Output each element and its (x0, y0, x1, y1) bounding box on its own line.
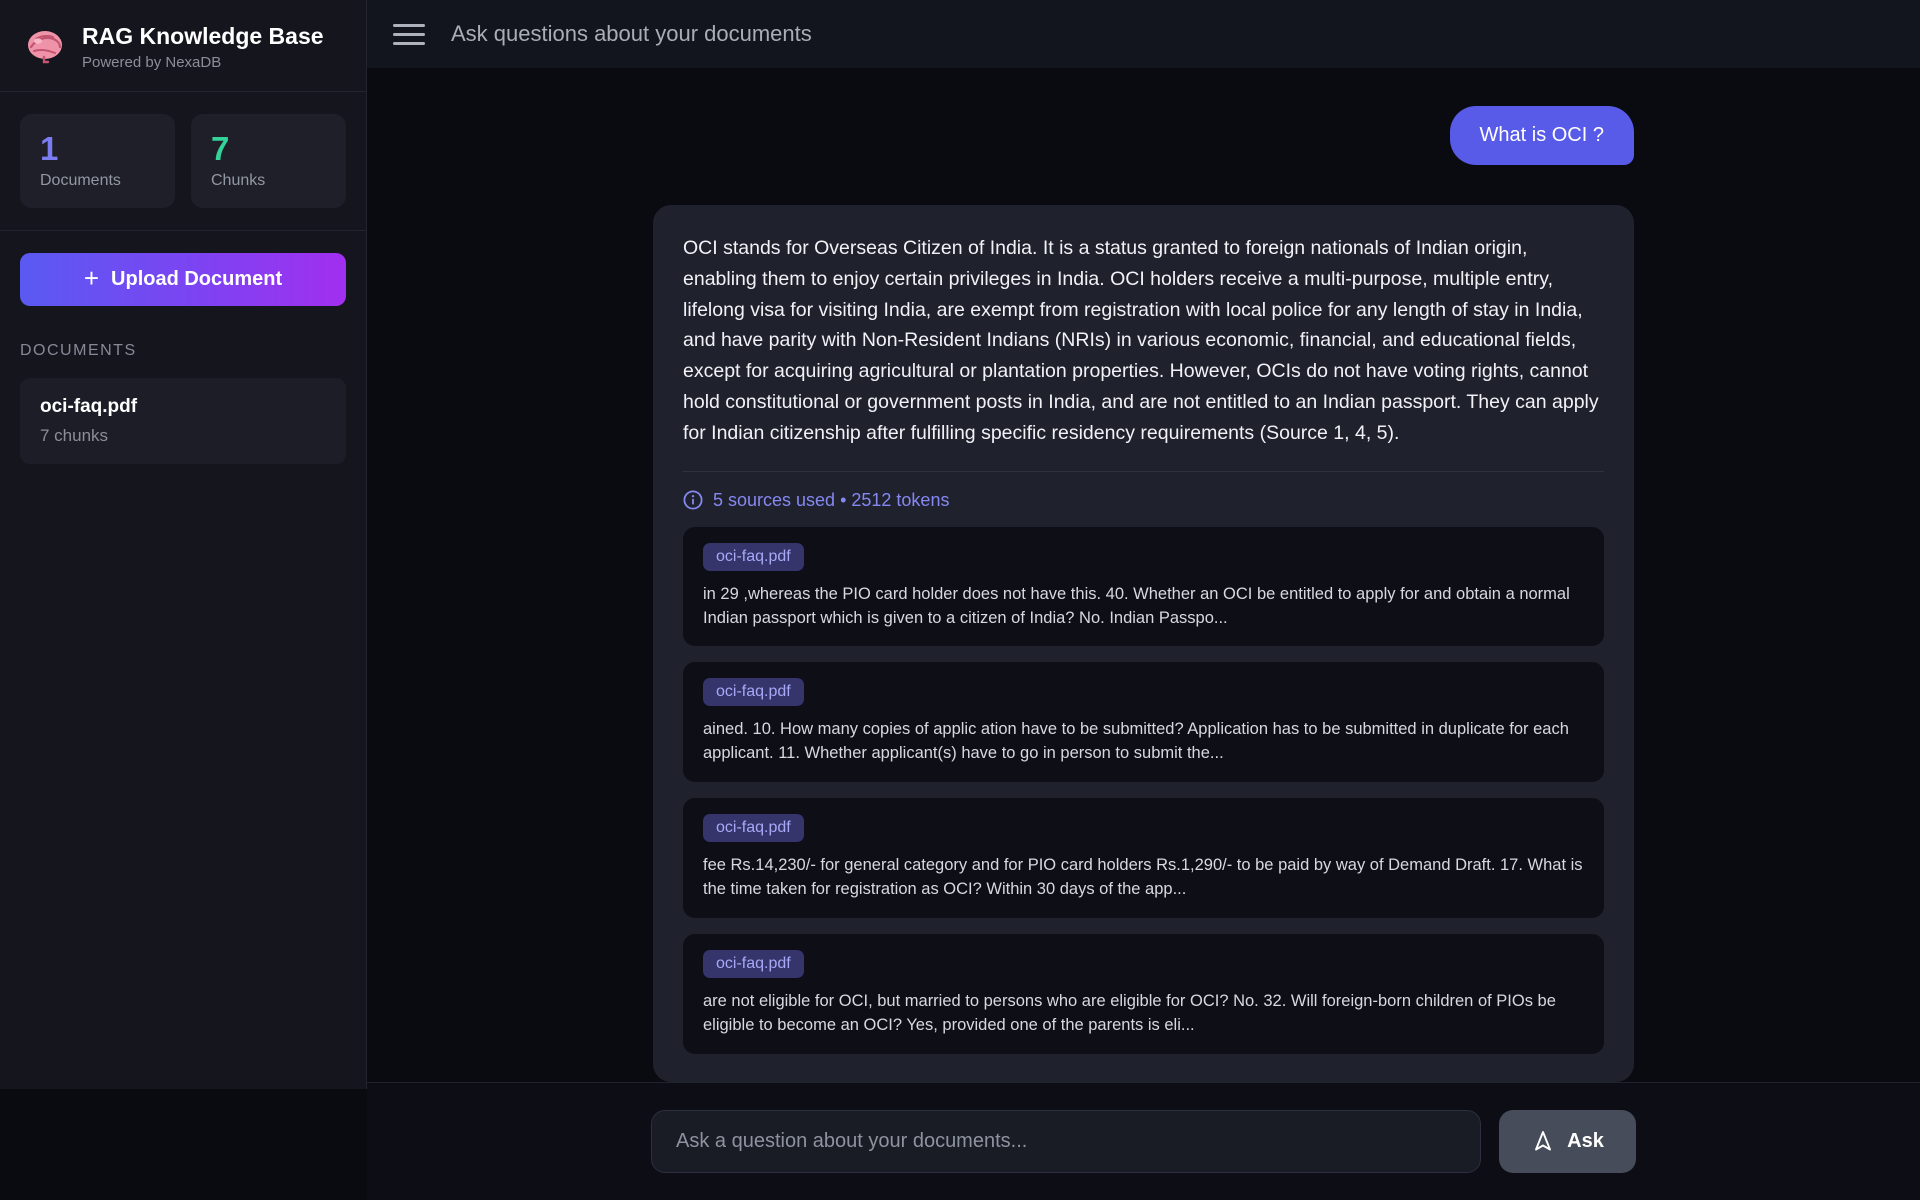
upload-document-label: Upload Document (111, 267, 283, 290)
sources-meta-text: 5 sources used • 2512 tokens (713, 489, 950, 510)
documents-count-label: Documents (40, 171, 121, 189)
source-file-badge: oci-faq.pdf (703, 814, 804, 842)
send-icon (1531, 1129, 1555, 1153)
ask-button-label: Ask (1567, 1129, 1604, 1152)
question-input[interactable] (651, 1110, 1481, 1173)
user-message-bubble: What is OCI ? (1450, 106, 1634, 165)
topbar (367, 0, 1920, 68)
question-input-row (651, 1110, 1636, 1173)
topbar-title: Ask questions about your documents (451, 21, 812, 46)
chat-message-area[interactable] (367, 68, 1920, 1082)
app-subtitle: Powered by NexaDB (82, 53, 222, 71)
assistant-answer-text: OCI stands for Overseas Citizen of India. It is a status granted to foreign nationals of Indian origin, enabling them to enjoy certain privileges in India. OCI holders receive a multi-purpose, multiple entry, lifelong visa for visiting India, are exempt from registration with local police for any length of stay in India, and have parity with Non-Resident Indians (NRIs) in various economic, financial, and educational fields, except for acquiring agricultural or plantation properties. However, OCIs do not have voting rights, cannot hold constitutional or government posts in India, and are not entitled to an Indian passport. They can apply for Indian citizenship after fulfilling specific residency requirements (Source 1, 4, 5). (683, 237, 1599, 444)
chunks-count-label: Chunks (211, 171, 266, 189)
source-card[interactable] (683, 934, 1604, 1054)
stat-card-documents (20, 114, 175, 208)
sources-meta-row (683, 490, 1604, 511)
ask-button[interactable] (1499, 1110, 1636, 1173)
info-icon (683, 490, 703, 510)
assistant-message-card (653, 205, 1634, 1082)
app-title: RAG Knowledge Base (82, 23, 324, 49)
plus-icon: + (83, 263, 100, 294)
source-excerpt: in 29 ,whereas the PIO card holder does not have this. 40. Whether an OCI be entitled to apply for and obtain a normal Indian passport which is given to a citizen of India? No. Indian Passpo... (703, 584, 1570, 627)
sidebar (0, 0, 367, 1089)
app-identity (82, 22, 324, 71)
document-list-item[interactable] (20, 378, 346, 464)
source-excerpt: ained. 10. How many copies of applic ation have to be submitted? Application has to be submitted in duplicate for each applicant. 11. Whether applicant(s) have to go in person to submit the... (703, 720, 1569, 763)
source-card[interactable] (683, 662, 1604, 782)
stat-card-chunks (191, 114, 346, 208)
stats-row (0, 92, 366, 231)
main-panel (367, 0, 1920, 1152)
source-file-badge: oci-faq.pdf (703, 543, 804, 571)
document-name: oci-faq.pdf (40, 395, 138, 417)
documents-count: 1 (40, 129, 59, 167)
hamburger-menu-icon[interactable] (393, 24, 425, 45)
chat-column (653, 106, 1634, 1082)
sidebar-header (0, 0, 366, 92)
brain-logo-icon (22, 23, 68, 69)
answer-sources-divider (683, 471, 1604, 472)
source-excerpt: are not eligible for OCI, but married to persons who are eligible for OCI? No. 32. Will foreign-born children of PIOs be eligible to become an OCI? Yes, provided one of the parents is eli... (703, 992, 1556, 1035)
source-excerpt: fee Rs.14,230/- for general category and for PIO card holders Rs.1,290/- to be paid by way of Demand Draft. 17. What is the time taken for registration as OCI? Within 30 days of the app... (703, 856, 1583, 899)
question-input-bar (367, 1082, 1920, 1200)
upload-document-button[interactable] (20, 253, 346, 306)
source-card[interactable] (683, 798, 1604, 918)
chunks-count: 7 (211, 129, 230, 167)
source-file-badge: oci-faq.pdf (703, 678, 804, 706)
documents-section-heading: DOCUMENTS (20, 341, 137, 359)
sidebar-body (0, 231, 366, 1089)
source-file-badge: oci-faq.pdf (703, 950, 804, 978)
source-card[interactable] (683, 527, 1604, 647)
document-chunk-count: 7 chunks (40, 425, 109, 445)
